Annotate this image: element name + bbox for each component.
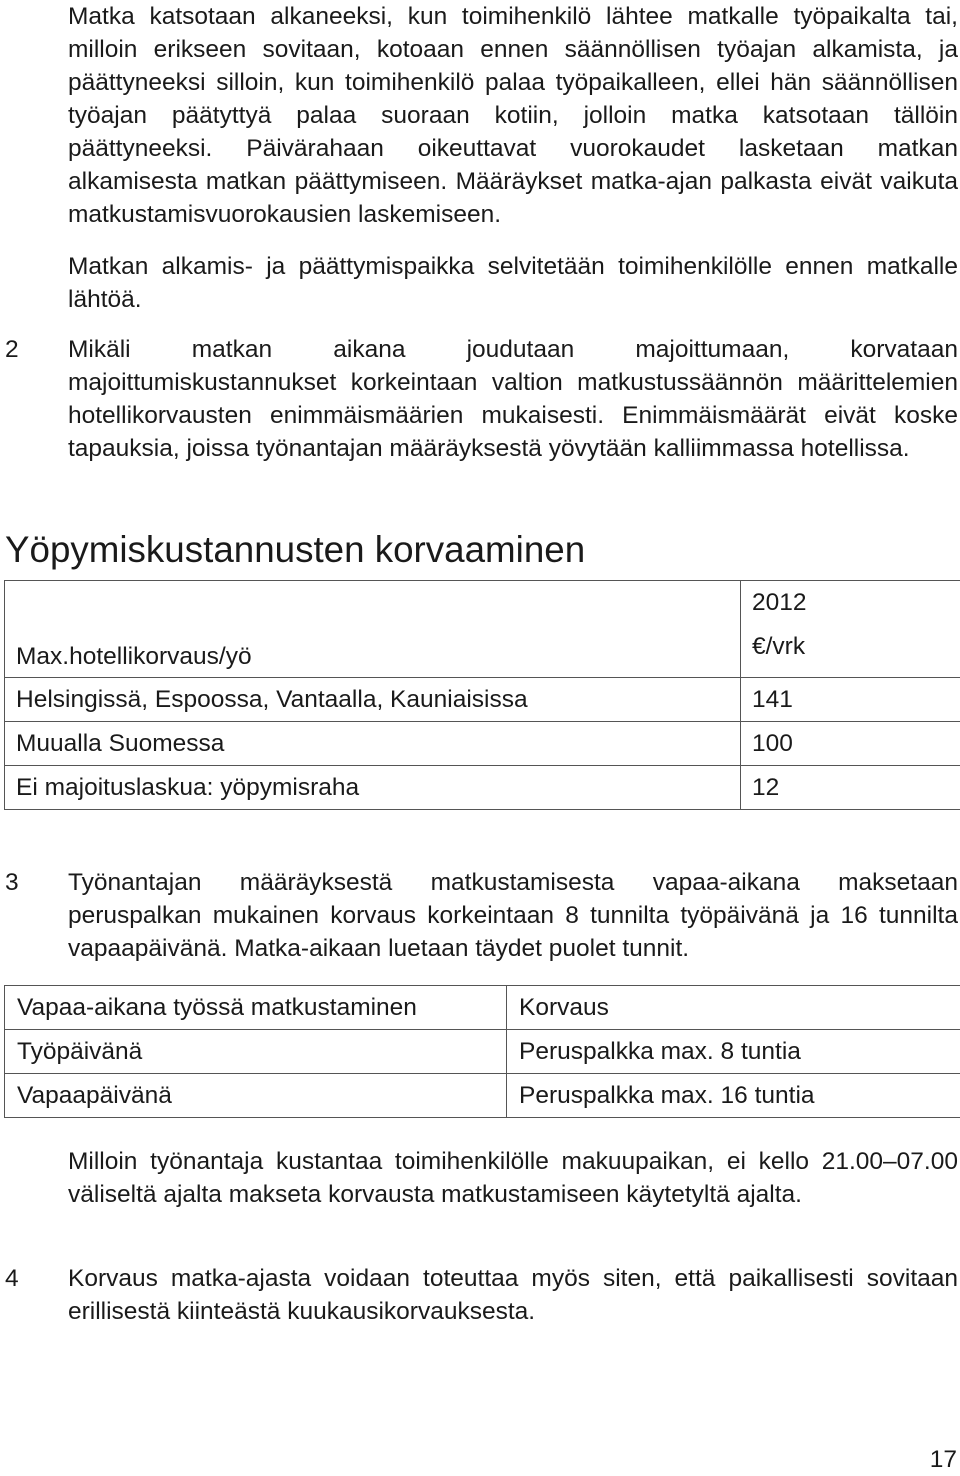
table-row bbox=[5, 722, 960, 766]
table-cell-label: Ei majoituslaskua: yöpymisraha bbox=[5, 766, 741, 810]
hotel-compensation-table bbox=[4, 580, 960, 810]
table-cell-value: 141 bbox=[741, 678, 960, 722]
table-cell-label: Muualla Suomessa bbox=[5, 722, 741, 766]
table-cell-value: 100 bbox=[741, 722, 960, 766]
table-header-label: Max.hotellikorvaus/yö bbox=[5, 581, 741, 678]
paragraph-trip-start-end: Matka katsotaan alkaneeksi, kun toimihenkilö lähtee matkalle työpaikalta tai, milloin erikseen sovitaan, kotoaan ennen säännöllisen työajan alkamista, ja päättyneeksi silloin, kun toimihenkilö palaa työpaikalleen, ellei hän säännöllisen työajan päätyttyä palaa suoraan kotiin, jolloin matka katsotaan tällöin päättyneeksi. Päivärahaan oikeuttavat vuorokaudet lasketaan matkan alkamisesta matkan päättymiseen. Määräykset matka-ajan palkasta eivät vaikuta matkustamisvuorokausien laskemiseen. bbox=[68, 0, 958, 231]
table-cell-label: Vapaapäivänä bbox=[5, 1074, 507, 1118]
item-number-4: 4 bbox=[5, 1262, 19, 1295]
unit-label: €/vrk bbox=[752, 633, 805, 660]
paragraph-monthly-compensation: Korvaus matka-ajasta voidaan toteuttaa myös siten, että paikallisesti sovitaan erillisestä kiinteästä kuukausikorvauksesta. bbox=[68, 1262, 958, 1328]
page-number: 17 bbox=[930, 1443, 957, 1476]
paragraph-trip-location: Matkan alkamis- ja päättymispaikka selvitetään toimihenkilölle ennen matkalle lähtöä. bbox=[68, 250, 958, 316]
table-row bbox=[5, 1030, 960, 1074]
table-header-value bbox=[741, 581, 960, 678]
table-cell-value: Peruspalkka max. 16 tuntia bbox=[507, 1074, 960, 1118]
table-cell-label: Työpäivänä bbox=[5, 1030, 507, 1074]
section-heading-accommodation-costs: Yöpymiskustannusten korvaaminen bbox=[5, 533, 585, 566]
table-header-compensation: Korvaus bbox=[507, 986, 960, 1030]
table-row bbox=[5, 766, 960, 810]
item-number-2: 2 bbox=[5, 333, 19, 366]
year-label: 2012 bbox=[752, 589, 960, 617]
travel-compensation-table bbox=[4, 985, 960, 1118]
table-row bbox=[5, 1074, 960, 1118]
item-number-3: 3 bbox=[5, 866, 19, 899]
paragraph-accommodation: Mikäli matkan aikana joudutaan majoittumaan, korvataan majoittumiskustannukset korkeintaan valtion matkustussäännön määrittelemien hotellikorvausten enimmäismäärien mukaisesti. Enimmäismäärät eivät koske tapauksia, joissa työnantajan määräyksestä yövytään kalliimmassa hotellissa. bbox=[68, 333, 958, 465]
table-header-row bbox=[5, 581, 960, 678]
table-cell-value: 12 bbox=[741, 766, 960, 810]
table-header-travel: Vapaa-aikana työssä matkustaminen bbox=[5, 986, 507, 1030]
table-cell-value: Peruspalkka max. 8 tuntia bbox=[507, 1030, 960, 1074]
paragraph-sleeper-berth: Milloin työnantaja kustantaa toimihenkilölle makuupaikan, ei kello 21.00–07.00 väliseltä ajalta makseta korvausta matkustamiseen käytetyltä ajalta. bbox=[68, 1145, 958, 1211]
table-cell-label: Helsingissä, Espoossa, Vantaalla, Kauniaisissa bbox=[5, 678, 741, 722]
paragraph-travel-time-compensation: Työnantajan määräyksestä matkustamisesta vapaa-aikana maksetaan peruspalkan mukainen korvaus korkeintaan 8 tunnilta työpäivänä ja 16 tunnilta vapaapäivänä. Matka-aikaan luetaan täydet puolet tunnit. bbox=[68, 866, 958, 965]
table-header-row bbox=[5, 986, 960, 1030]
table-row bbox=[5, 678, 960, 722]
